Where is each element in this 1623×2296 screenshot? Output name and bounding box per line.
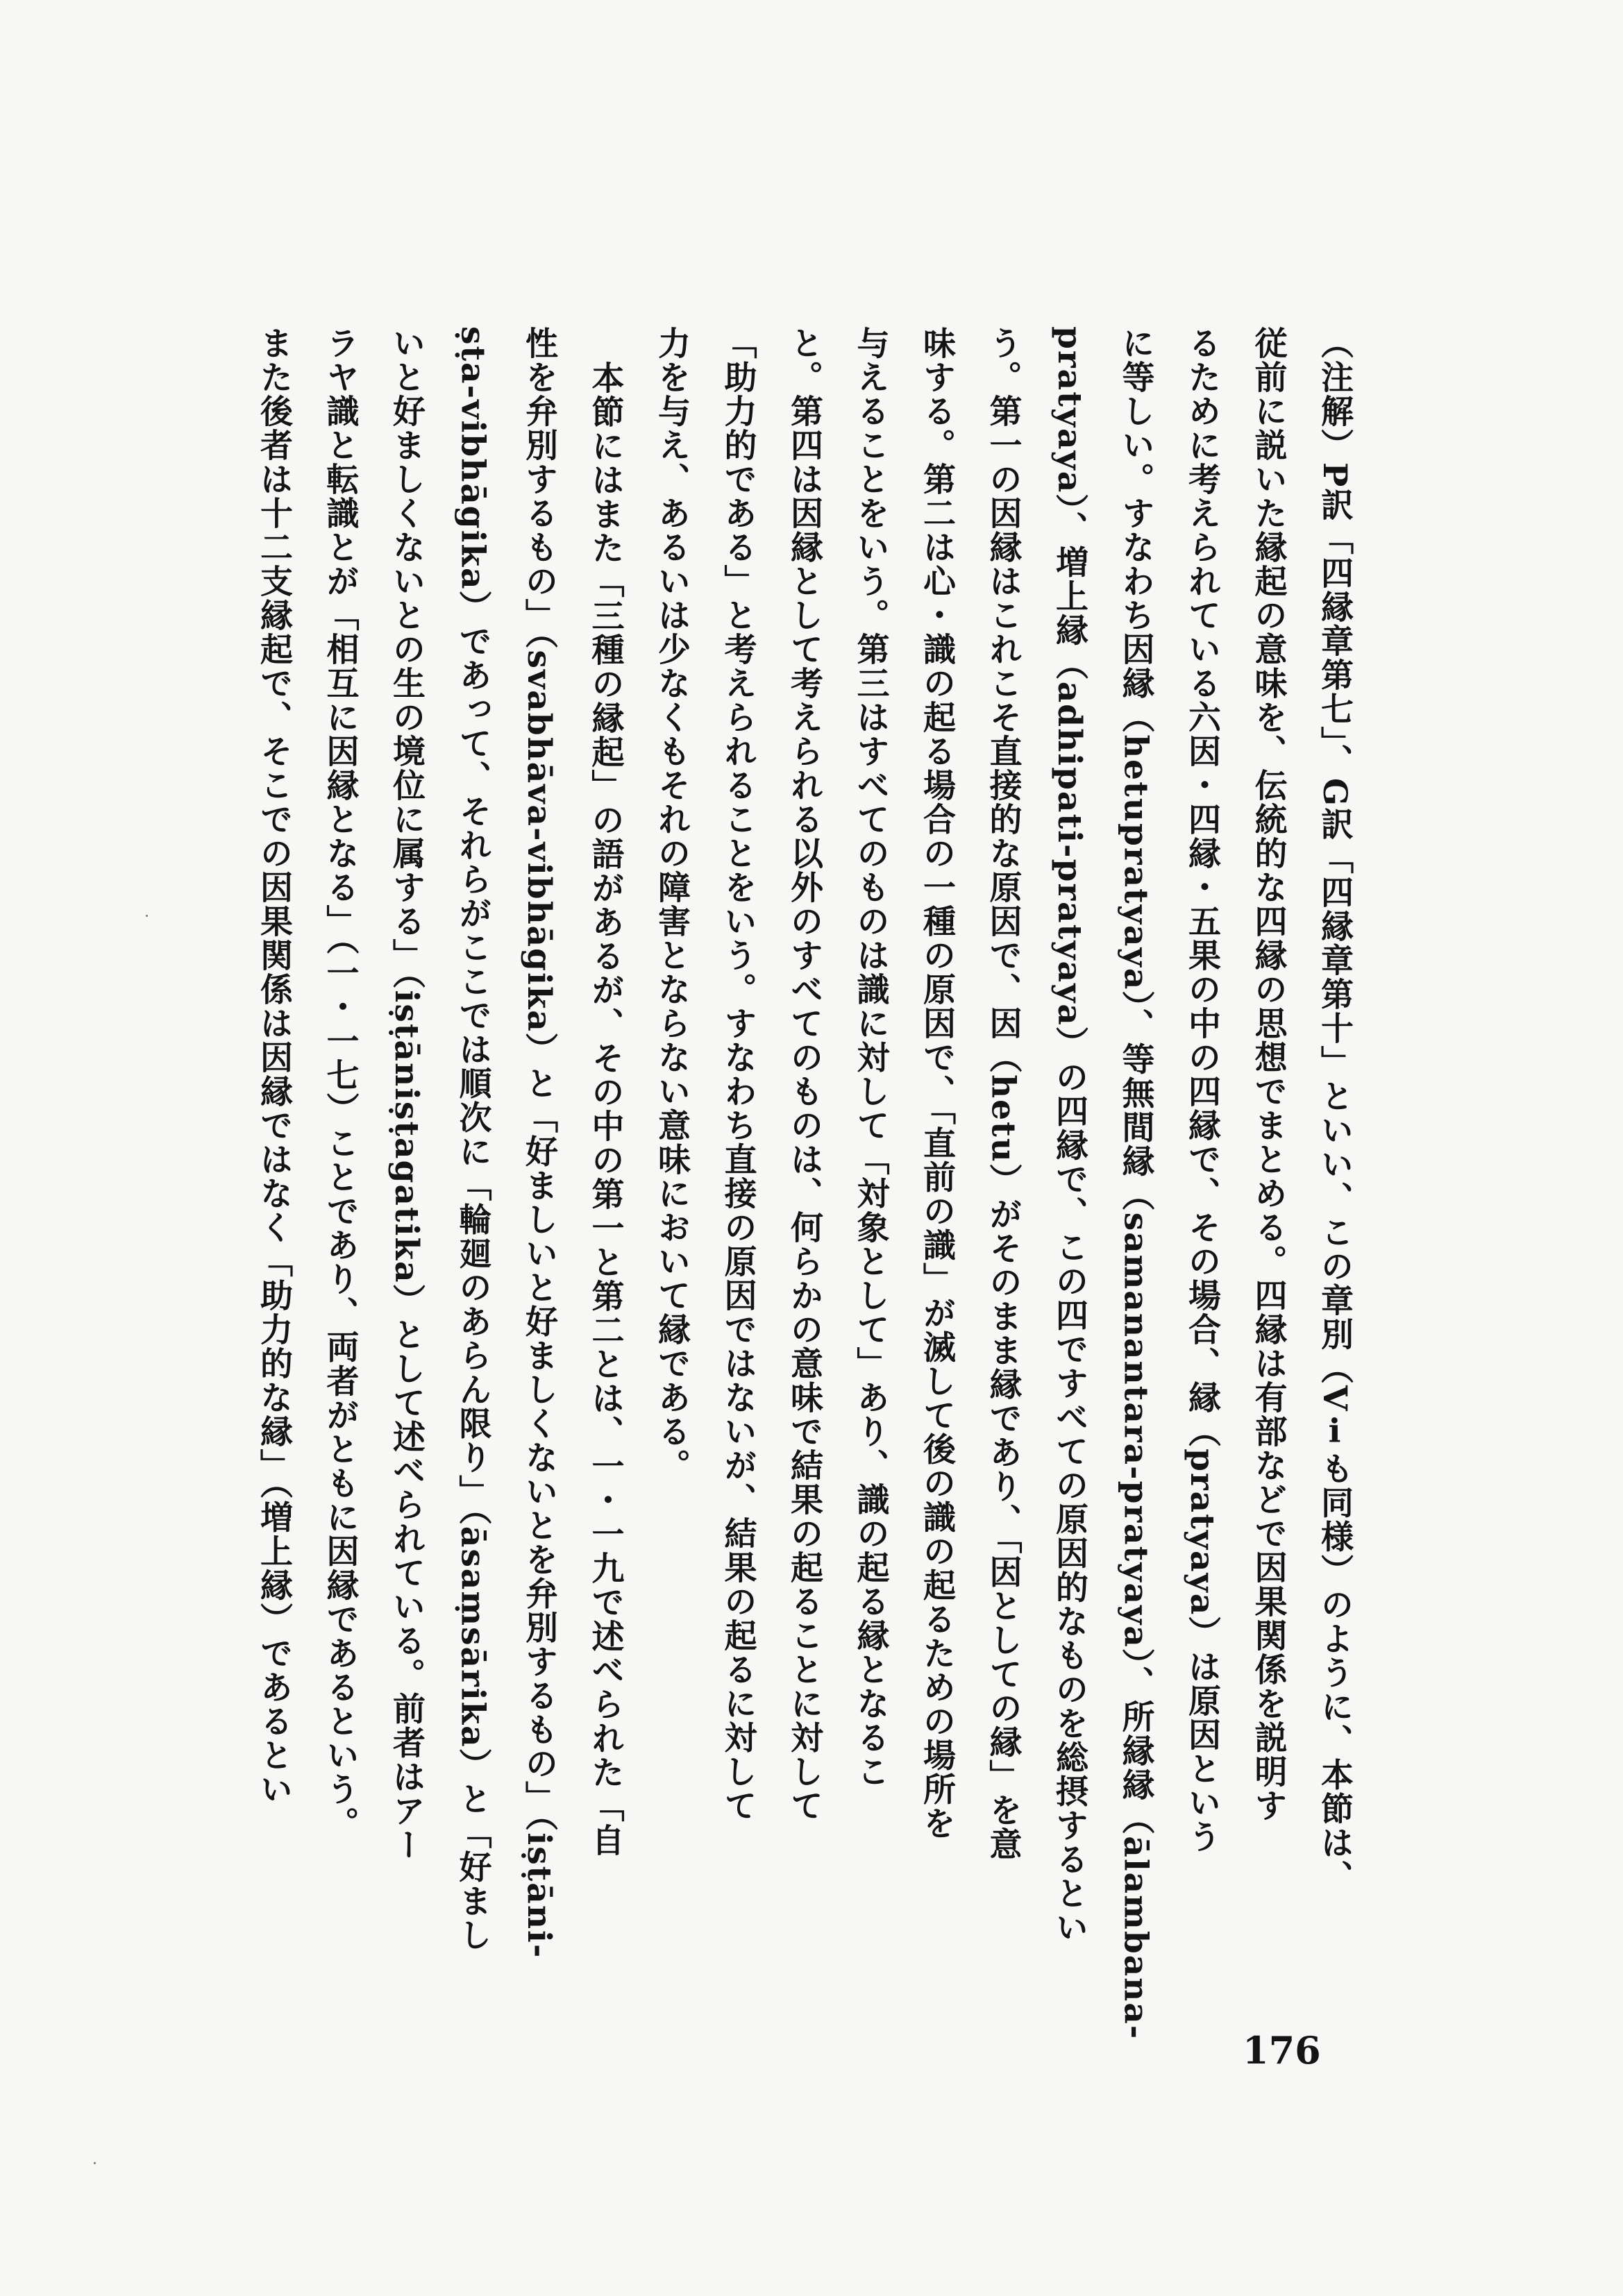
text-line: ṣṭa-vibhāgika）であって、それらがここでは順次に「輪廻のあらん限り」（āsaṃsārika）と「好まし <box>453 326 492 1952</box>
scan-speck <box>146 915 148 917</box>
paragraph-start-line: 本節にはまた「三種の縁起」の語があるが、その中の第一と第二とは、一・一九で述べられた「自 <box>586 361 625 1857</box>
text-line: るために考えられている六因・四縁・五果の中の四縁で、その場合、縁（pratyaya）は原因という <box>1183 326 1221 1855</box>
text-line: 与えることをいう。第三はすべてのものは識に対して「対象として」あり、識の起る縁となるこ <box>851 326 890 1789</box>
text-line: ラヤ識と転識とが「相互に因縁となる」（一・一七）ことであり、両者がともに因縁であるという。 <box>321 326 360 1841</box>
text-line: （注解）P訳「四縁章第七」、G訳「四縁章第十」といい、この章別（Vⅰも同様）のように、本節は、 <box>1315 326 1354 1894</box>
vertical-text-body <box>255 326 1368 2041</box>
page-number: 176 <box>1243 2028 1321 2073</box>
text-line: pratyaya）、増上縁（adhipati-pratyaya）の四縁で、この四ですべての原因的なものを総摂するとい <box>1050 326 1088 1945</box>
text-line: また後者は十二支縁起で、そこでの因果関係は因縁ではなく「助力的な縁」（増上縁）であるとい <box>255 326 293 1807</box>
scan-speck <box>94 2162 96 2164</box>
text-line: 力を与え、あるいは少なくもそれの障害とならない意味において縁である。 <box>653 326 691 1483</box>
text-line: と。第四は因縁として考えられる以外のすべてのものは、何らかの意味で結果の起ることに対して <box>785 326 823 1823</box>
text-line: 味する。第二は心・識の起る場合の一種の原因で、「直前の識」が滅して後の識の起るための場所を <box>918 326 956 1841</box>
text-line: 従前に説いた縁起の意味を、伝統的な四縁の思想でまとめる。四縁は有部などで因果関係を説明す <box>1249 326 1288 1823</box>
text-line: に等しい。すなわち因縁（hetupratyaya）、等無間縁（samanantara-pratyaya）、所縁縁（ālambana- <box>1116 326 1155 2041</box>
text-line: 「助力的である」と考えられることをいう。すなわち直接の原因ではないが、結果の起るに対して <box>718 326 757 1823</box>
text-line: う。第一の因縁はこれこそ直接的な原因で、因（hetu）がそのまま縁であり、「因としての縁」を意 <box>984 326 1023 1862</box>
text-line: いと好ましくないとの生の境位に属する」（iṣṭāniṣṭagatika）として述べられている。前者はアー <box>387 326 426 1862</box>
text-line: 性を弁別するもの」（svabhāva-vibhāgika）と「好ましいと好ましくないとを弁別するもの」（iṣṭāni- <box>520 326 558 1959</box>
